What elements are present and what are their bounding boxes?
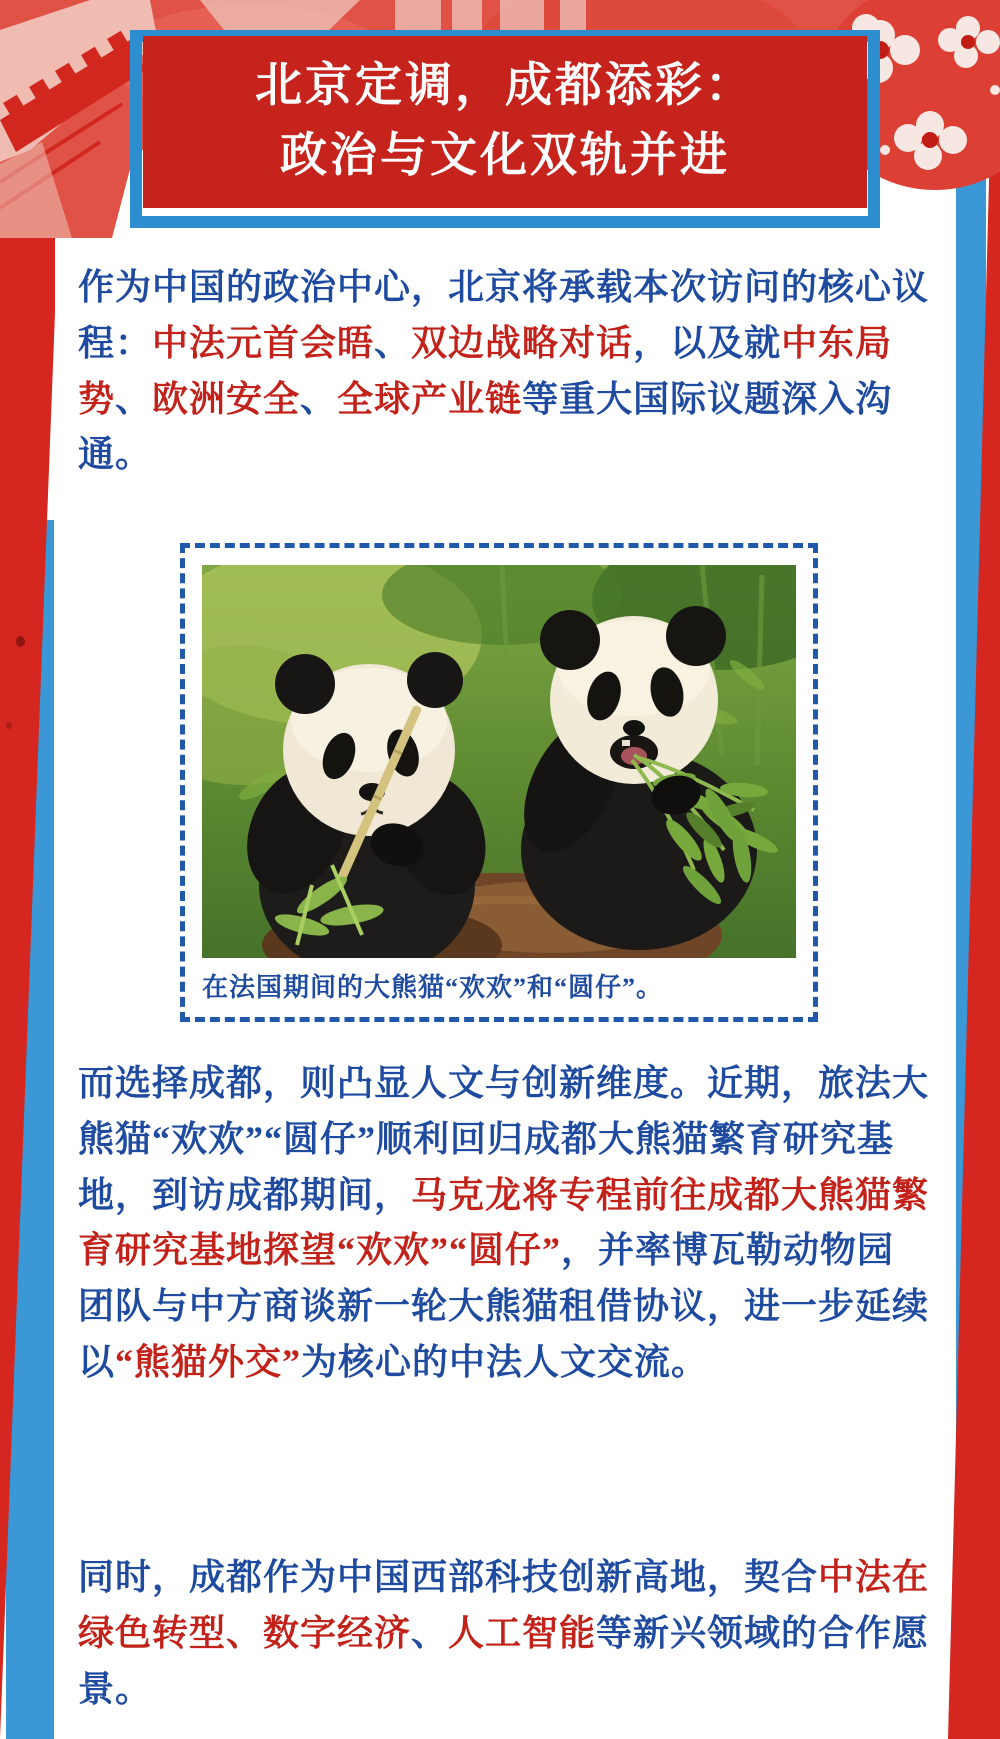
title-line-2: 政治与文化双轨并进 (280, 130, 730, 182)
paragraph-chengdu-panda (78, 1056, 930, 1391)
text-segment-blue: 、 (411, 1612, 449, 1653)
ink-speck (16, 636, 25, 647)
photo-caption: 在法国期间的大熊猫“欢欢”和“圆仔”。 (202, 973, 664, 1002)
text-segment-red: 欧洲安全 (152, 378, 301, 419)
text-segment-red: 中东局势 (78, 322, 893, 419)
text-segment-blue: 、 (115, 378, 153, 419)
text-segment-red: 全球产业链 (337, 378, 523, 419)
text-segment-red: 中法元首会晤 (152, 322, 375, 363)
text-segment-red: 中法在绿色转型、数字经济 (78, 1557, 930, 1653)
text-segment-blue: ，并率博瓦勒动物园团队与中方商谈新一轮大熊猫租借协议，进一步延续以 (78, 1230, 930, 1382)
paragraph-beijing-agenda (78, 260, 930, 483)
text-segment-blue: ，以及就 (633, 322, 782, 363)
text-segment-red: 马克龙将专程前往成都大熊猫繁育研究基地探望“欢欢”“圆仔” (78, 1174, 930, 1271)
paragraph-tech-cooperation (78, 1550, 930, 1717)
panda-photo (202, 565, 796, 958)
text-segment-red: 双边战略对话 (411, 322, 634, 363)
text-segment-blue: 作为中国的政治中心，北京将承载本次访问的核心议程： (78, 267, 930, 363)
ink-speck (6, 722, 12, 729)
text-segment-red: 人工智能 (448, 1612, 597, 1653)
text-segment-blue: 等重大国际议题深入沟通。 (78, 378, 893, 475)
text-segment-blue: 等新兴领域的合作愿景。 (78, 1612, 930, 1709)
text-segment-blue: 而选择成都，则凸显人文与创新维度。近期，旅法大熊猫“欢欢”“圆仔”顺利回归成都大熊猫繁育研究基地，到访成都期间， (78, 1063, 930, 1215)
title-line-1: 北京定调，成都添彩： (255, 60, 755, 113)
panda-figure (180, 543, 818, 1022)
text-segment-blue: 、 (300, 378, 338, 419)
text-segment-blue: 、 (374, 322, 412, 363)
text-segment-blue: 为核心的中法人文交流。 (301, 1341, 709, 1382)
text-segment-blue: 同时，成都作为中国西部科技创新高地，契合 (78, 1557, 819, 1597)
page-title (143, 36, 867, 208)
text-segment-red: “熊猫外交” (115, 1341, 302, 1382)
